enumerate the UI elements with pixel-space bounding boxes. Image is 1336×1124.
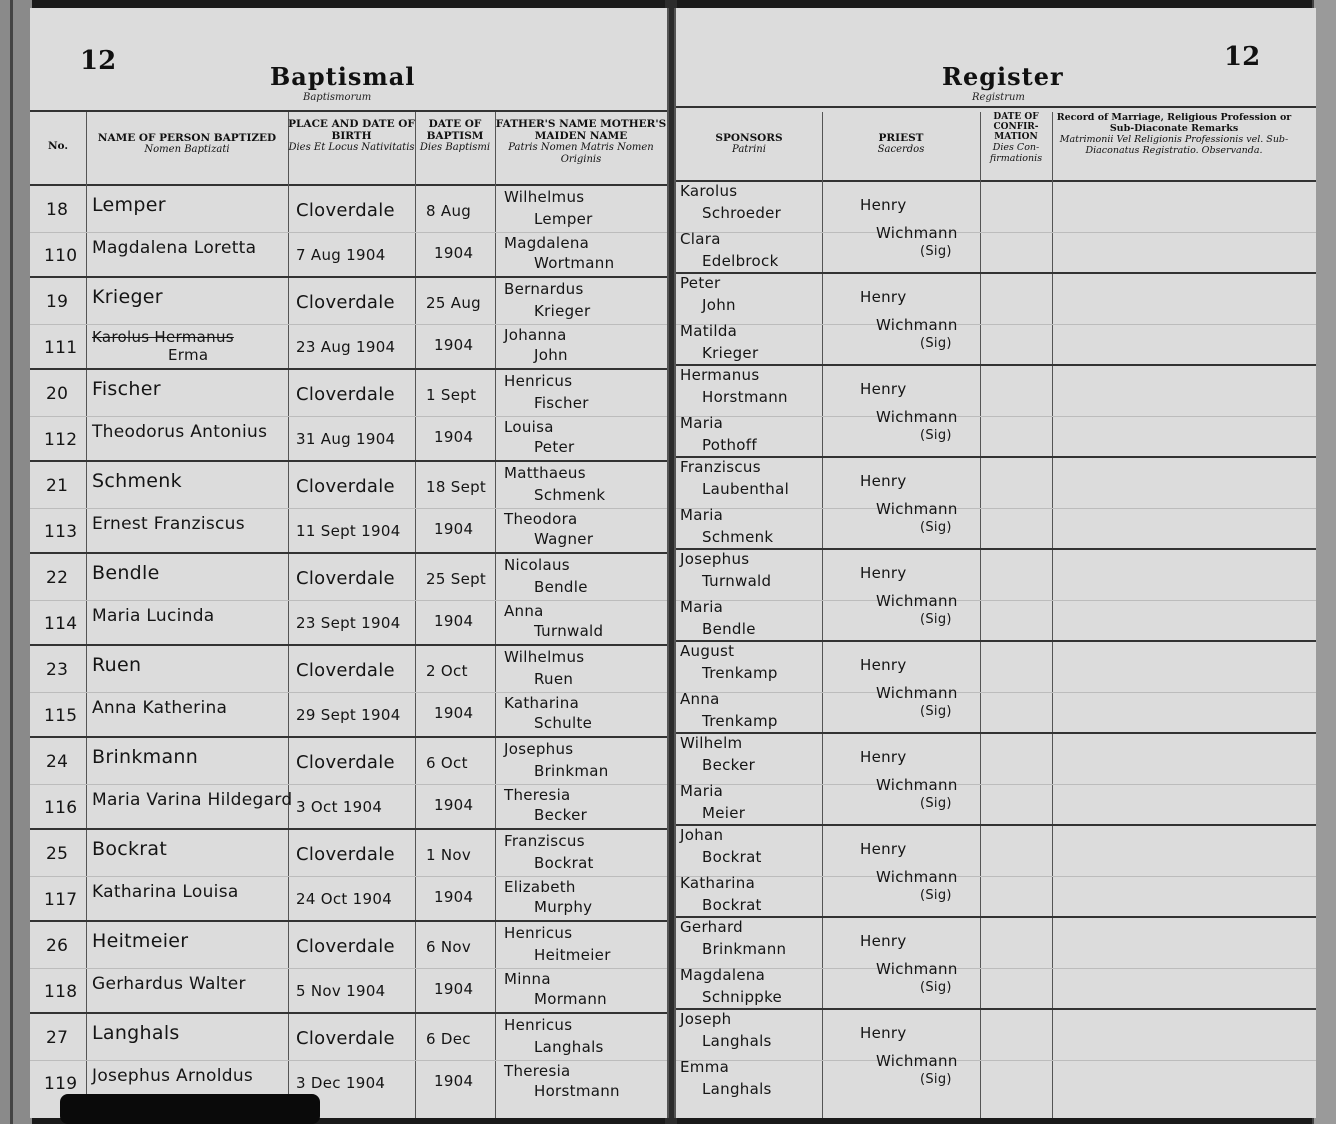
entry-number: 26 [46,936,69,956]
priest-surname: Wichmann [876,224,958,242]
sponsor-1-given-name: Josephus [680,550,750,568]
mother-given-name: Elizabeth [504,878,576,896]
baptism-year: 1904 [434,796,474,814]
ruled-line [676,600,1316,601]
entry-divider [30,1012,667,1014]
sponsor-1-given-name: Hermanus [680,366,760,384]
sponsor-2-given-name: Anna [680,690,720,708]
entry-number: 18 [46,200,69,220]
baptism-year: 1904 [434,336,474,354]
entry-divider [30,552,667,554]
birth-date: 31 Aug 1904 [296,430,396,448]
priest-signature-mark: (Sig) [920,888,952,903]
baptism-year: 1904 [434,612,474,630]
mother-given-name: Louisa [504,418,554,436]
right-page [674,8,1316,1118]
father-given-name: Matthaeus [504,464,586,482]
sponsor-2-given-name: Maria [680,414,724,432]
sponsor-1-surname: Becker [702,756,756,774]
ruled-line [676,508,1316,509]
baptized-given-name: Maria Varina Hildegard [92,790,293,810]
priest-signature-mark: (Sig) [920,1072,952,1087]
priest-surname: Wichmann [876,960,958,978]
priest-given-name: Henry [860,932,907,950]
sponsor-2-given-name: Maria [680,506,724,524]
sponsor-2-surname: Trenkamp [702,712,778,730]
birth-date: 29 Sept 1904 [296,706,401,724]
priest-surname: Wichmann [876,1052,958,1070]
header-name: NAME OF PERSON BAPTIZED Nomen Baptizati [97,132,277,155]
priest-surname: Wichmann [876,776,958,794]
sponsor-2-surname: Edelbrock [702,252,779,270]
priest-given-name: Henry [860,564,907,582]
birth-date: 23 Aug 1904 [296,338,396,356]
mother-given-name: Minna [504,970,551,988]
left-page [30,8,669,1118]
entry-divider [676,456,1316,458]
priest-signature-mark: (Sig) [920,244,952,259]
mother-given-name: Theodora [504,510,578,528]
register-number: 112 [44,430,78,450]
baptized-surname: Ruen [92,654,142,676]
ruled-line [676,784,1316,785]
baptism-year: 1904 [434,888,474,906]
baptism-date: 25 Aug [426,294,481,312]
baptized-surname: Krieger [92,286,163,308]
header-priest: PRIEST Sacerdos [877,132,925,155]
sponsor-2-given-name: Matilda [680,322,738,340]
baptism-date: 8 Aug [426,202,472,220]
ruled-line [676,968,1316,969]
register-number: 110 [44,246,78,266]
ruled-line [30,416,667,417]
sponsor-1-surname: John [702,296,736,314]
sponsor-2-surname: Schnippke [702,988,783,1006]
header-top-rule [676,106,1316,108]
right-page-number: 12 [1224,42,1261,72]
birth-date: 7 Aug 1904 [296,246,386,264]
ruled-line [30,692,667,693]
priest-given-name: Henry [860,1024,907,1042]
priest-surname: Wichmann [876,500,958,518]
father-surname: Ruen [534,670,574,688]
sponsor-2-surname: Bockrat [702,896,762,914]
mother-surname: Wortmann [534,254,615,272]
birth-place: Cloverdale [296,568,395,589]
birth-place: Cloverdale [296,476,395,497]
father-given-name: Nicolaus [504,556,570,574]
entry-divider [676,272,1316,274]
entry-divider [30,368,667,370]
priest-given-name: Henry [860,380,907,398]
left-page-title: Baptismal [270,62,416,91]
baptized-surname: Schmenk [92,470,182,492]
entry-divider [676,1008,1316,1010]
sponsor-1-surname: Turnwald [702,572,772,590]
baptized-given-name: Anna Katherina [92,698,228,718]
birth-place: Cloverdale [296,752,395,773]
baptism-year: 1904 [434,520,474,538]
left-page-subtitle: Baptismorum [303,92,372,103]
birth-date: 24 Oct 1904 [296,890,393,908]
baptism-date: 1 Nov [426,846,472,864]
entry-number: 24 [46,752,69,772]
baptism-year: 1904 [434,244,474,262]
sponsor-2-given-name: Magdalena [680,966,766,984]
father-given-name: Henricus [504,372,573,390]
header-date-baptism: DATE OF BAPTISM Dies Baptismi [419,118,491,153]
left-page-number: 12 [80,46,117,76]
header-top-rule [30,110,667,112]
mother-surname: Mormann [534,990,607,1008]
entry-divider [676,732,1316,734]
register-number: 111 [44,338,78,358]
baptism-date: 6 Oct [426,754,468,772]
mother-surname: Horstmann [534,1082,620,1100]
priest-given-name: Henry [860,196,907,214]
birth-date: 23 Sept 1904 [296,614,401,632]
baptism-date: 18 Sept [426,478,487,496]
header-bottom-rule [30,184,667,186]
baptized-surname: Heitmeier [92,930,189,952]
priest-signature-mark: (Sig) [920,704,952,719]
baptized-surname: Bendle [92,562,160,584]
father-given-name: Henricus [504,924,573,942]
birth-place: Cloverdale [296,936,395,957]
entry-divider [676,548,1316,550]
ruled-line [30,600,667,601]
sponsor-2-surname: Krieger [702,344,759,362]
mother-surname: John [534,346,568,364]
birth-place: Cloverdale [296,1028,395,1049]
mother-given-name: Katharina [504,694,580,712]
sponsor-2-surname: Langhals [702,1080,772,1098]
page-shadow [60,1094,320,1124]
father-surname: Brinkman [534,762,609,780]
sponsor-2-given-name: Emma [680,1058,730,1076]
entry-divider [30,828,667,830]
mother-given-name: Anna [504,602,544,620]
ruled-line [676,416,1316,417]
birth-place: Cloverdale [296,384,395,405]
baptism-date: 6 Dec [426,1030,471,1048]
birth-place: Cloverdale [296,844,395,865]
mother-surname: Schulte [534,714,593,732]
sponsor-1-given-name: Peter [680,274,721,292]
baptized-given-name: Erma [168,346,209,364]
ruled-line [30,876,667,877]
header-confirmation: DATE OF CONFIR-MATION Dies Con-firmationis [989,112,1043,164]
baptized-given-name: Josephus Arnoldus [92,1066,254,1086]
baptized-surname: Lemper [92,194,166,216]
father-surname: Fischer [534,394,589,412]
father-given-name: Franziscus [504,832,585,850]
left-page-edge-shadow [10,0,13,1124]
sponsor-2-given-name: Maria [680,782,724,800]
mother-surname: Peter [534,438,575,456]
sponsor-1-surname: Laubenthal [702,480,790,498]
father-surname: Lemper [534,210,593,228]
mother-given-name: Johanna [504,326,567,344]
baptism-date: 25 Sept [426,570,487,588]
mother-surname: Becker [534,806,588,824]
entry-number: 21 [46,476,69,496]
entry-number: 23 [46,660,69,680]
priest-signature-mark: (Sig) [920,980,952,995]
ruled-line [30,784,667,785]
left-page-edges [0,0,32,1124]
baptized-surname: Fischer [92,378,161,400]
register-number: 117 [44,890,78,910]
birth-date: 3 Dec 1904 [296,1074,386,1092]
entry-divider [676,824,1316,826]
father-given-name: Wilhelmus [504,188,585,206]
priest-given-name: Henry [860,288,907,306]
ruled-line [676,692,1316,693]
father-surname: Schmenk [534,486,606,504]
baptized-given-name-struck: Karolus Hermanus [92,328,234,346]
sponsor-1-given-name: August [680,642,735,660]
register-number: 116 [44,798,78,818]
ruled-line [676,876,1316,877]
entry-divider [676,640,1316,642]
priest-signature-mark: (Sig) [920,520,952,535]
entry-divider [676,364,1316,366]
birth-place: Cloverdale [296,292,395,313]
baptized-given-name: Gerhardus Walter [92,974,246,994]
ruled-line [30,324,667,325]
ruled-line [30,232,667,233]
entry-divider [30,920,667,922]
baptized-surname: Langhals [92,1022,180,1044]
priest-given-name: Henry [860,656,907,674]
register-number: 119 [44,1074,78,1094]
baptized-surname: Bockrat [92,838,168,860]
register-number: 115 [44,706,78,726]
header-parents: FATHER'S NAME MOTHER'S MAIDEN NAME Patris Nomen Matris Nomen Originis [495,118,667,165]
father-surname: Langhals [534,1038,604,1056]
father-surname: Krieger [534,302,591,320]
sponsor-1-given-name: Franziscus [680,458,761,476]
header-bottom-rule [676,180,1316,182]
mother-given-name: Magdalena [504,234,590,252]
sponsor-1-surname: Trenkamp [702,664,778,682]
sponsor-1-surname: Langhals [702,1032,772,1050]
entry-number: 19 [46,292,69,312]
header-no: No. [47,140,69,152]
baptism-date: 2 Oct [426,662,468,680]
baptized-given-name: Magdalena Loretta [92,238,257,258]
priest-signature-mark: (Sig) [920,612,952,627]
sponsor-2-given-name: Maria [680,598,724,616]
ruled-line [30,1060,667,1061]
priest-surname: Wichmann [876,592,958,610]
register-number: 113 [44,522,78,542]
mother-given-name: Theresia [504,786,571,804]
baptism-date: 6 Nov [426,938,472,956]
priest-surname: Wichmann [876,868,958,886]
sponsor-2-given-name: Clara [680,230,721,248]
sponsor-2-surname: Bendle [702,620,756,638]
father-given-name: Bernardus [504,280,584,298]
priest-given-name: Henry [860,840,907,858]
header-remarks: Record of Marriage, Religious Profession or Sub-Diaconate Remarks Matrimonii Vel Religionis Professionis vel. Sub-Diaconatus Registratio. Observanda. [1056,112,1292,156]
entry-divider [30,460,667,462]
entry-divider [30,736,667,738]
baptized-given-name: Maria Lucinda [92,606,215,626]
right-page-subtitle: Registrum [972,92,1025,103]
sponsor-2-surname: Schmenk [702,528,774,546]
priest-signature-mark: (Sig) [920,336,952,351]
priest-surname: Wichmann [876,316,958,334]
baptized-given-name: Theodorus Antonius [92,422,268,442]
priest-surname: Wichmann [876,408,958,426]
baptized-given-name: Ernest Franziscus [92,514,245,534]
sponsor-2-surname: Meier [702,804,746,822]
mother-surname: Wagner [534,530,594,548]
birth-date: 3 Oct 1904 [296,798,383,816]
birth-date: 5 Nov 1904 [296,982,386,1000]
priest-surname: Wichmann [876,684,958,702]
sponsor-1-surname: Bockrat [702,848,762,866]
register-number: 114 [44,614,78,634]
birth-place: Cloverdale [296,200,395,221]
ruled-line [676,324,1316,325]
mother-surname: Murphy [534,898,593,916]
father-given-name: Henricus [504,1016,573,1034]
sponsor-1-given-name: Johan [680,826,724,844]
baptized-given-name: Katharina Louisa [92,882,239,902]
ruled-line [30,508,667,509]
entry-number: 20 [46,384,69,404]
entry-number: 22 [46,568,69,588]
sponsor-2-surname: Pothoff [702,436,757,454]
entry-number: 27 [46,1028,69,1048]
sponsor-1-surname: Schroeder [702,204,782,222]
ruled-line [676,1060,1316,1061]
sponsor-1-surname: Brinkmann [702,940,787,958]
priest-signature-mark: (Sig) [920,428,952,443]
father-surname: Bockrat [534,854,594,872]
sponsor-1-surname: Horstmann [702,388,788,406]
ruled-line [676,232,1316,233]
birth-place: Cloverdale [296,660,395,681]
register-number: 118 [44,982,78,1002]
entry-divider [30,276,667,278]
father-surname: Bendle [534,578,588,596]
sponsor-2-given-name: Katharina [680,874,756,892]
right-page-title: Register [942,62,1064,91]
entry-divider [676,916,1316,918]
sponsor-1-given-name: Joseph [680,1010,732,1028]
sponsor-1-given-name: Wilhelm [680,734,743,752]
priest-signature-mark: (Sig) [920,796,952,811]
priest-given-name: Henry [860,472,907,490]
baptism-year: 1904 [434,704,474,722]
baptism-year: 1904 [434,1072,474,1090]
sponsor-1-given-name: Gerhard [680,918,743,936]
sponsor-1-given-name: Karolus [680,182,738,200]
baptism-year: 1904 [434,428,474,446]
baptism-date: 1 Sept [426,386,477,404]
birth-date: 11 Sept 1904 [296,522,401,540]
ruled-line [30,968,667,969]
mother-surname: Turnwald [534,622,604,640]
header-sponsors: SPONSORS Patrini [715,132,783,155]
entry-divider [30,644,667,646]
header-place-date-birth: PLACE AND DATE OF BIRTH Dies Et Locus Nativitatis [288,118,415,153]
father-given-name: Josephus [504,740,574,758]
baptism-year: 1904 [434,980,474,998]
father-surname: Heitmeier [534,946,611,964]
entry-number: 25 [46,844,69,864]
priest-given-name: Henry [860,748,907,766]
baptized-surname: Brinkmann [92,746,199,768]
father-given-name: Wilhelmus [504,648,585,666]
mother-given-name: Theresia [504,1062,571,1080]
